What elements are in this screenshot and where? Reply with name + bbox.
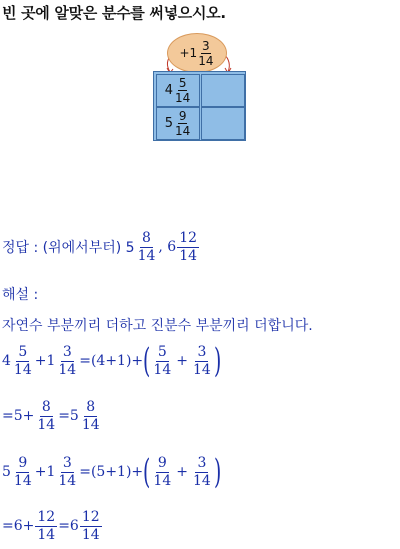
eq1-den-4: 14: [192, 361, 211, 378]
eq2-lhs: =5+: [2, 408, 35, 425]
eq4-result-whole: =6: [58, 518, 79, 535]
grid-cell-r2-blank[interactable]: [201, 107, 245, 140]
eq3-den-4: 14: [192, 472, 211, 489]
answer-line: [2, 231, 200, 263]
r1-numerator: 5: [178, 76, 187, 90]
eq2-num-2: 8: [86, 399, 96, 415]
eq2-result-whole: =5: [58, 408, 79, 425]
eq1-plus-one: +1: [34, 353, 56, 369]
answer-label: 정답 : (위에서부터) 5: [2, 240, 135, 257]
eq2-fraction-1: [35, 400, 57, 432]
eq1-fraction-3: [151, 345, 173, 377]
bubble-numerator: 3: [202, 38, 210, 53]
bubble-whole: +1: [179, 46, 198, 60]
r1-whole: 4: [164, 83, 173, 98]
grid-cell-r2-given: [156, 107, 200, 140]
answer-fraction-1: [136, 231, 158, 263]
add-bubble: [167, 33, 227, 73]
answer-2-numerator: 12: [179, 230, 198, 246]
eq3-den-1: 14: [13, 472, 32, 489]
eq4-num-1: 12: [37, 509, 56, 525]
answer-2-denominator: 14: [179, 247, 198, 264]
eq3-den-2: 14: [58, 472, 77, 489]
equation-1: [2, 341, 222, 381]
eq1-whole: 4: [2, 353, 11, 369]
eq1-rhs: =(4+1)+: [79, 353, 144, 369]
eq3-left-paren: (: [143, 452, 151, 492]
grid-cell-r1-blank[interactable]: [201, 74, 245, 107]
equation-3: [2, 452, 222, 492]
eq3-fraction-1: [12, 456, 34, 488]
eq1-num-2: 3: [62, 343, 72, 360]
eq4-num-2: 12: [81, 509, 100, 525]
eq2-fraction-2: [80, 400, 102, 432]
eq2-den-2: 14: [81, 416, 100, 433]
eq1-den-1: 14: [13, 361, 32, 378]
answer-1-denominator: 14: [137, 247, 156, 264]
r1-fraction: [174, 77, 191, 104]
eq3-plus: +: [176, 464, 188, 480]
eq2-num-1: 8: [41, 399, 51, 415]
eq3-plus-one: +1: [34, 464, 56, 480]
eq1-fraction-4: [191, 345, 213, 377]
eq1-num-1: 5: [18, 343, 28, 360]
eq1-num-4: 3: [197, 343, 207, 360]
equation-2: [2, 400, 103, 432]
bubble-denominator: 14: [198, 53, 214, 68]
eq3-fraction-3: [151, 456, 173, 488]
eq1-fraction-2: [56, 345, 78, 377]
r2-fraction: [174, 110, 191, 137]
eq3-num-3: 9: [157, 454, 167, 471]
answer-1-numerator: 8: [142, 230, 151, 246]
eq3-num-2: 3: [62, 454, 72, 471]
eq2-den-1: 14: [37, 416, 56, 433]
eq1-fraction-1: [12, 345, 34, 377]
eq1-plus: +: [176, 353, 188, 369]
r2-numerator: 9: [178, 109, 187, 123]
eq3-right-paren: ): [213, 452, 222, 492]
answer-fraction-2: [177, 231, 199, 263]
eq3-rhs: =(5+1)+: [79, 464, 144, 480]
eq3-whole: 5: [2, 464, 11, 480]
eq4-fraction-1: [35, 510, 57, 542]
r2-denominator: 14: [175, 124, 191, 138]
equation-4: [2, 510, 103, 542]
eq3-num-1: 9: [18, 454, 28, 471]
grid-cell-r1-given: [156, 74, 200, 107]
eq4-den-1: 14: [37, 526, 56, 543]
eq1-den-3: 14: [153, 361, 172, 378]
eq1-den-2: 14: [58, 361, 77, 378]
r2-whole: 5: [164, 116, 173, 131]
eq3-fraction-4: [191, 456, 213, 488]
eq1-right-paren: ): [213, 341, 222, 381]
explain-label: 해설 :: [2, 287, 39, 303]
answer-grid: [153, 71, 246, 141]
explain-text: 자연수 부분끼리 더하고 진분수 부분끼리 더합니다.: [2, 318, 313, 334]
eq3-num-4: 3: [197, 454, 207, 471]
question-text: 빈 곳에 알맞은 분수를 써넣으시오.: [2, 4, 226, 22]
eq4-lhs: =6+: [2, 518, 35, 535]
eq4-den-2: 14: [81, 526, 100, 543]
eq4-fraction-2: [80, 510, 102, 542]
eq1-left-paren: (: [143, 341, 151, 381]
r1-denominator: 14: [175, 91, 191, 105]
eq3-fraction-2: [56, 456, 78, 488]
answer-separator: , 6: [158, 239, 177, 256]
eq3-den-3: 14: [153, 472, 172, 489]
eq1-num-3: 5: [157, 343, 167, 360]
bubble-fraction: [197, 40, 214, 67]
